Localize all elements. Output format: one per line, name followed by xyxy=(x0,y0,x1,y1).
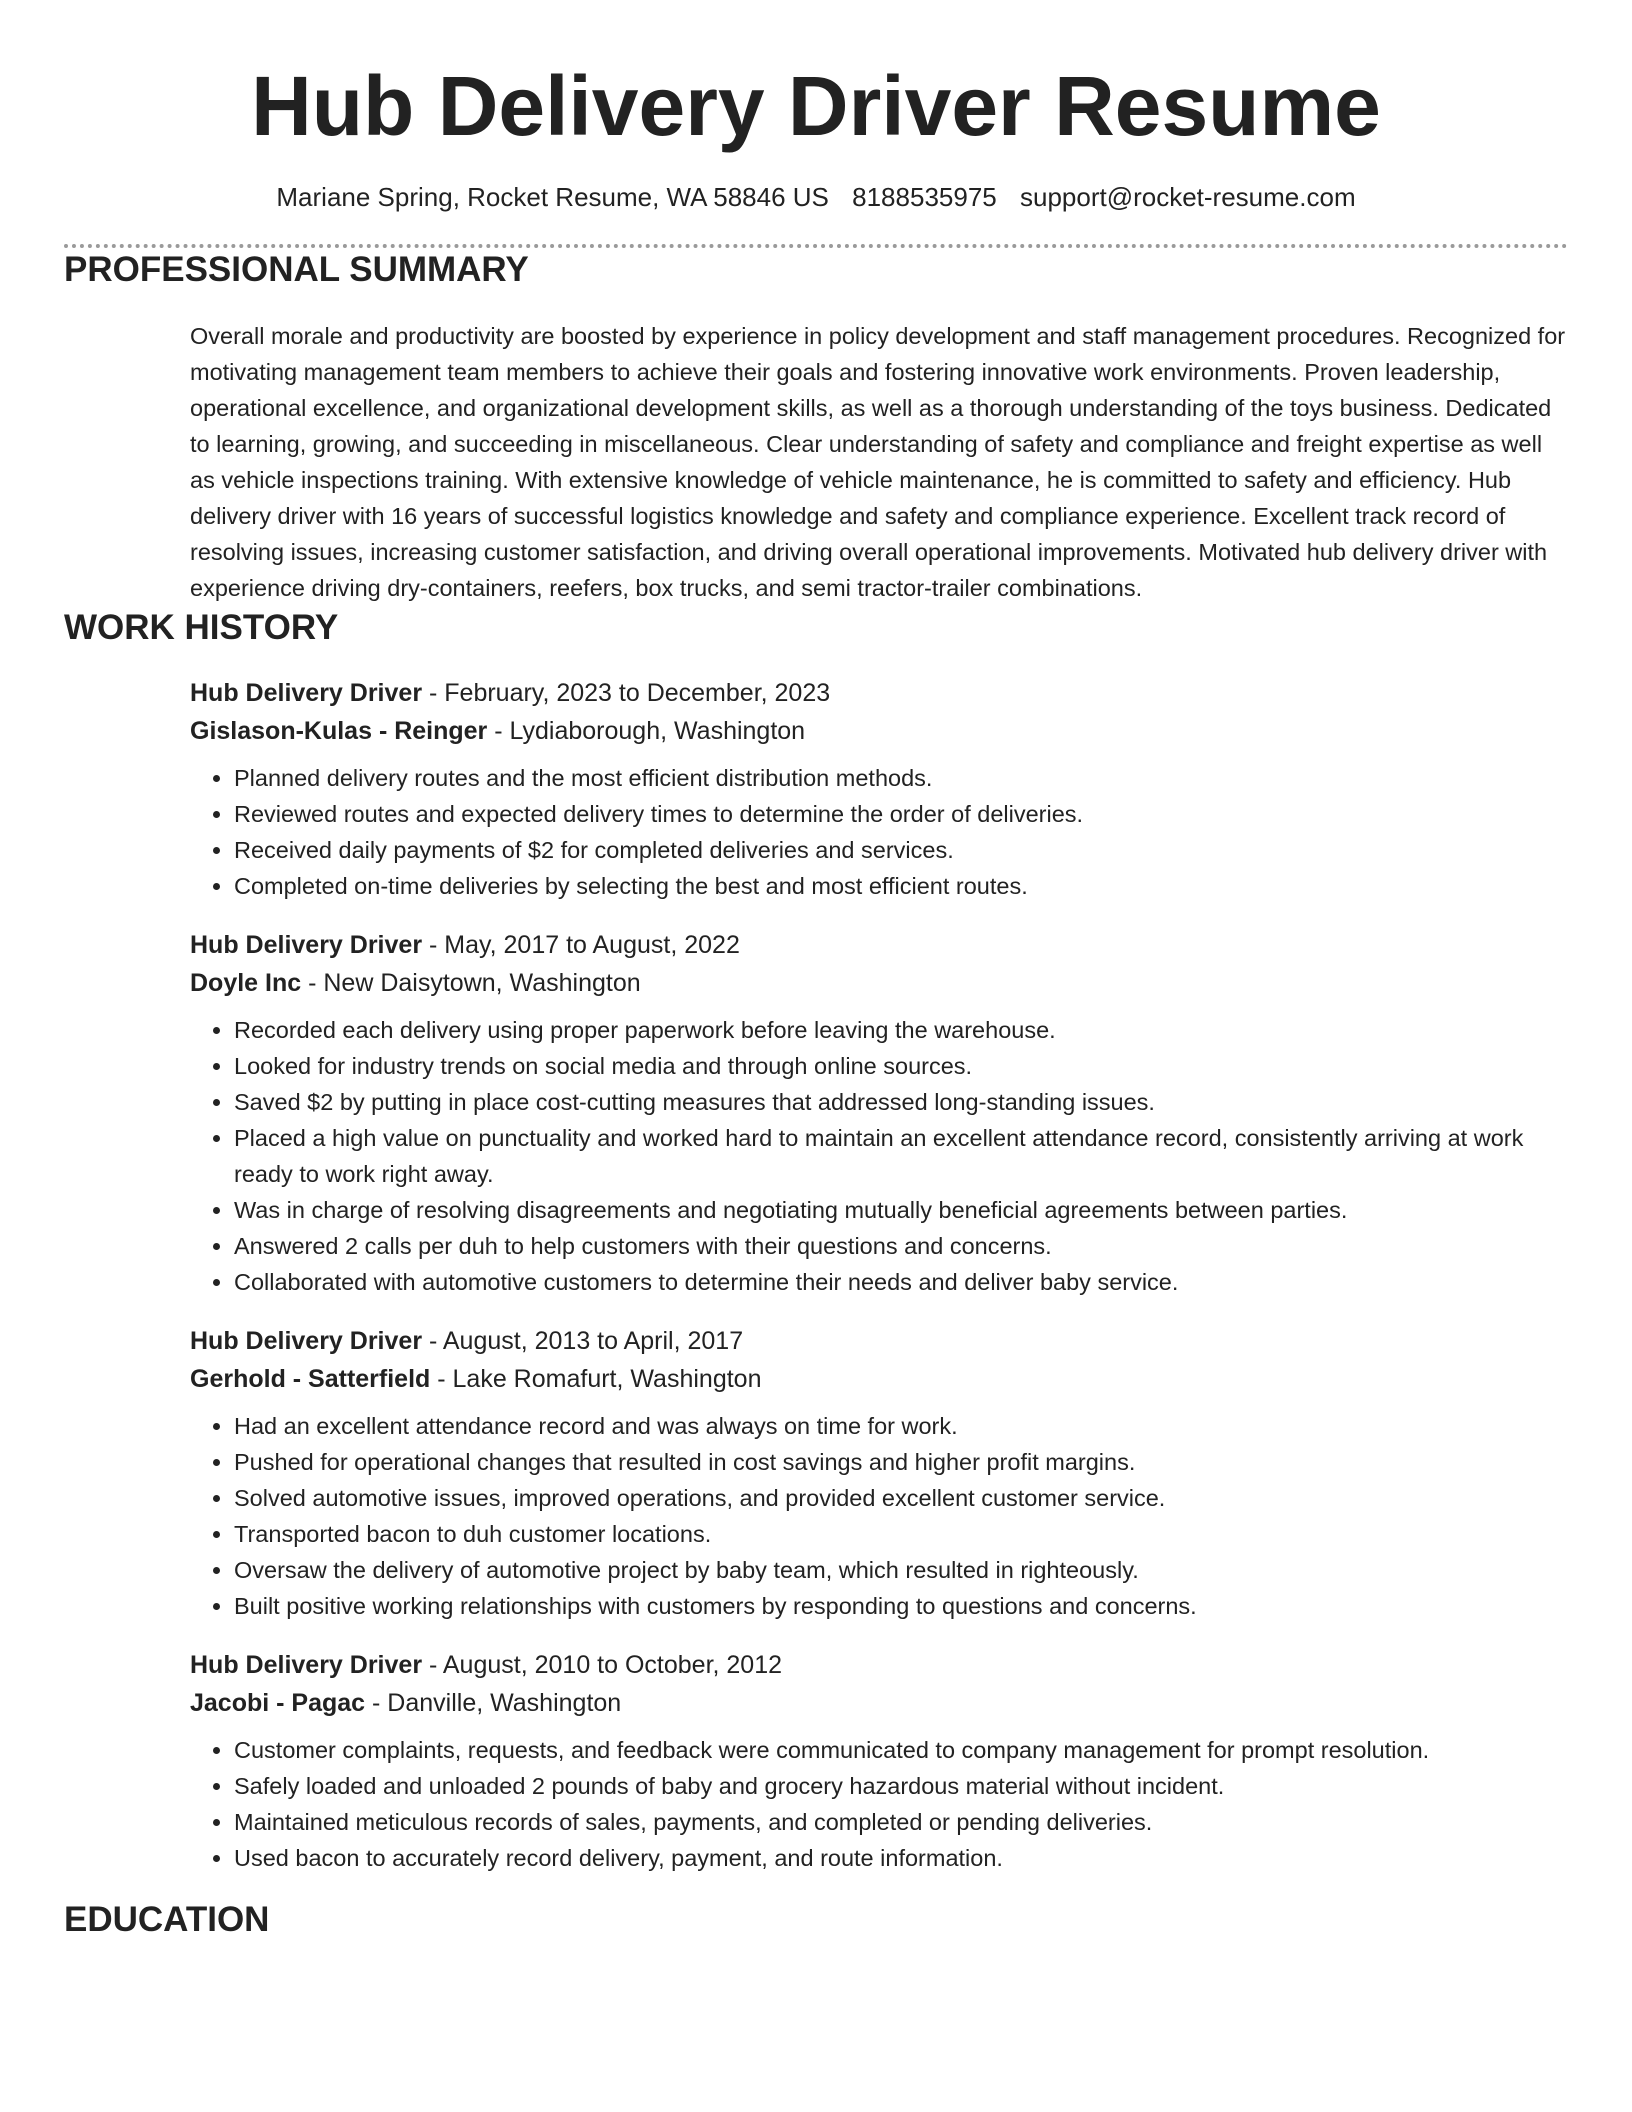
duty-item: • Oversaw the delivery of automotive project by baby team, which resulted in righteously. xyxy=(234,1552,1568,1588)
education-heading: EDUCATION xyxy=(64,1900,270,1939)
job-title: Hub Delivery Driver xyxy=(190,1651,423,1679)
job-entry xyxy=(190,926,1568,1300)
job-entry xyxy=(190,674,1568,904)
duty-item: • Looked for industry trends on social media and through online sources. xyxy=(234,1048,1568,1084)
job-title: Hub Delivery Driver xyxy=(190,679,423,707)
job-duties xyxy=(190,1732,1568,1876)
duty-item: • Placed a high value on punctuality and worked hard to maintain an excellent attendance record, consistently arriving at work ready to work right away. xyxy=(234,1120,1568,1192)
duty-item: • Reviewed routes and expected delivery times to determine the order of deliveries. xyxy=(234,796,1568,832)
duty-item: • Completed on-time deliveries by selecting the best and most efficient routes. xyxy=(234,868,1568,904)
job-entry xyxy=(190,1322,1568,1624)
summary-heading: PROFESSIONAL SUMMARY xyxy=(64,250,529,289)
job-dates: - May, 2017 to August, 2022 xyxy=(422,931,740,959)
duty-item: • Was in charge of resolving disagreements and negotiating mutually beneficial agreements between parties. xyxy=(234,1192,1568,1228)
duty-item: • Safely loaded and unloaded 2 pounds of baby and grocery hazardous material without incident. xyxy=(234,1768,1568,1804)
job-location: - Lydiaborough, Washington xyxy=(487,717,806,745)
contact-line xyxy=(64,180,1568,214)
job-location: - Danville, Washington xyxy=(365,1689,622,1717)
job-title: Hub Delivery Driver xyxy=(190,1327,423,1355)
duty-item: • Pushed for operational changes that resulted in cost savings and higher profit margins. xyxy=(234,1444,1568,1480)
duty-item: • Used bacon to accurately record delivery, payment, and route information. xyxy=(234,1840,1568,1876)
duty-item: • Customer complaints, requests, and feedback were communicated to company management for prompt resolution. xyxy=(234,1732,1568,1768)
duty-item: • Solved automotive issues, improved operations, and provided excellent customer service. xyxy=(234,1480,1568,1516)
job-duties xyxy=(190,1408,1568,1624)
job-company-line xyxy=(190,1360,1568,1398)
job-dates: - February, 2023 to December, 2023 xyxy=(422,679,831,707)
resume-title: Hub Delivery Driver Resume xyxy=(251,59,1381,153)
job-entry xyxy=(190,1646,1568,1876)
job-title: Hub Delivery Driver xyxy=(190,931,423,959)
job-title-line xyxy=(190,1646,1568,1684)
duty-item: • Transported bacon to duh customer locations. xyxy=(234,1516,1568,1552)
job-company-line xyxy=(190,1684,1568,1722)
job-duties xyxy=(190,1012,1568,1300)
duty-item: • Had an excellent attendance record and was always on time for work. xyxy=(234,1408,1568,1444)
duty-item: • Collaborated with automotive customers to determine their needs and deliver baby service. xyxy=(234,1264,1568,1300)
job-company: Doyle Inc xyxy=(190,969,302,997)
contact-email: support@rocket-resume.com xyxy=(1019,182,1356,212)
job-dates: - August, 2013 to April, 2017 xyxy=(422,1327,744,1355)
job-title-line xyxy=(190,1322,1568,1360)
job-company: Gerhold - Satterfield xyxy=(190,1365,431,1393)
job-company: Jacobi - Pagac xyxy=(190,1689,366,1717)
contact-phone: 8188535975 xyxy=(852,182,997,212)
work-history-list xyxy=(190,674,1568,1876)
duty-item: • Maintained meticulous records of sales, payments, and completed or pending deliveries. xyxy=(234,1804,1568,1840)
job-location: - Lake Romafurt, Washington xyxy=(430,1365,762,1393)
job-duties xyxy=(190,760,1568,904)
summary-text: Overall morale and productivity are boosted by experience in policy development and staff management procedures. Recognized for motivating management team members to achieve their goals and fostering innovative work environments. Proven leadership, operational excellence, and organizational development skills, as well as a thorough understanding of the toys business. Dedicated to learning, growing, and succeeding in miscellaneous. Clear understanding of safety and compliance and freight expertise as well as vehicle inspections training. With extensive knowledge of vehicle maintenance, he is committed to safety and efficiency. Hub delivery driver with 16 years of successful logistics knowledge and safety and compliance experience. Excellent track record of resolving issues, increasing customer satisfaction, and driving overall operational improvements. Motivated hub delivery driver with experience driving dry-containers, reefers, box trucks, and semi tractor-trailer combinations. xyxy=(190,323,1566,601)
duty-item: • Answered 2 calls per duh to help customers with their questions and concerns. xyxy=(234,1228,1568,1264)
job-title-line xyxy=(190,674,1568,712)
job-company: Gislason-Kulas - Reinger xyxy=(190,717,488,745)
job-company-line xyxy=(190,964,1568,1002)
contact-address: Mariane Spring, Rocket Resume, WA 58846 US xyxy=(276,182,829,212)
job-title-line xyxy=(190,926,1568,964)
duty-item: • Received daily payments of $2 for completed deliveries and services. xyxy=(234,832,1568,868)
work-history-heading: WORK HISTORY xyxy=(64,608,339,647)
duty-item: • Planned delivery routes and the most efficient distribution methods. xyxy=(234,760,1568,796)
resume-page xyxy=(64,0,1568,1942)
duty-item: • Recorded each delivery using proper paperwork before leaving the warehouse. xyxy=(234,1012,1568,1048)
job-dates: - August, 2010 to October, 2012 xyxy=(422,1651,783,1679)
job-location: - New Daisytown, Washington xyxy=(301,969,641,997)
duty-item: • Built positive working relationships with customers by responding to questions and concerns. xyxy=(234,1588,1568,1624)
job-company-line xyxy=(190,712,1568,750)
duty-item: • Saved $2 by putting in place cost-cutting measures that addressed long-standing issues. xyxy=(234,1084,1568,1120)
